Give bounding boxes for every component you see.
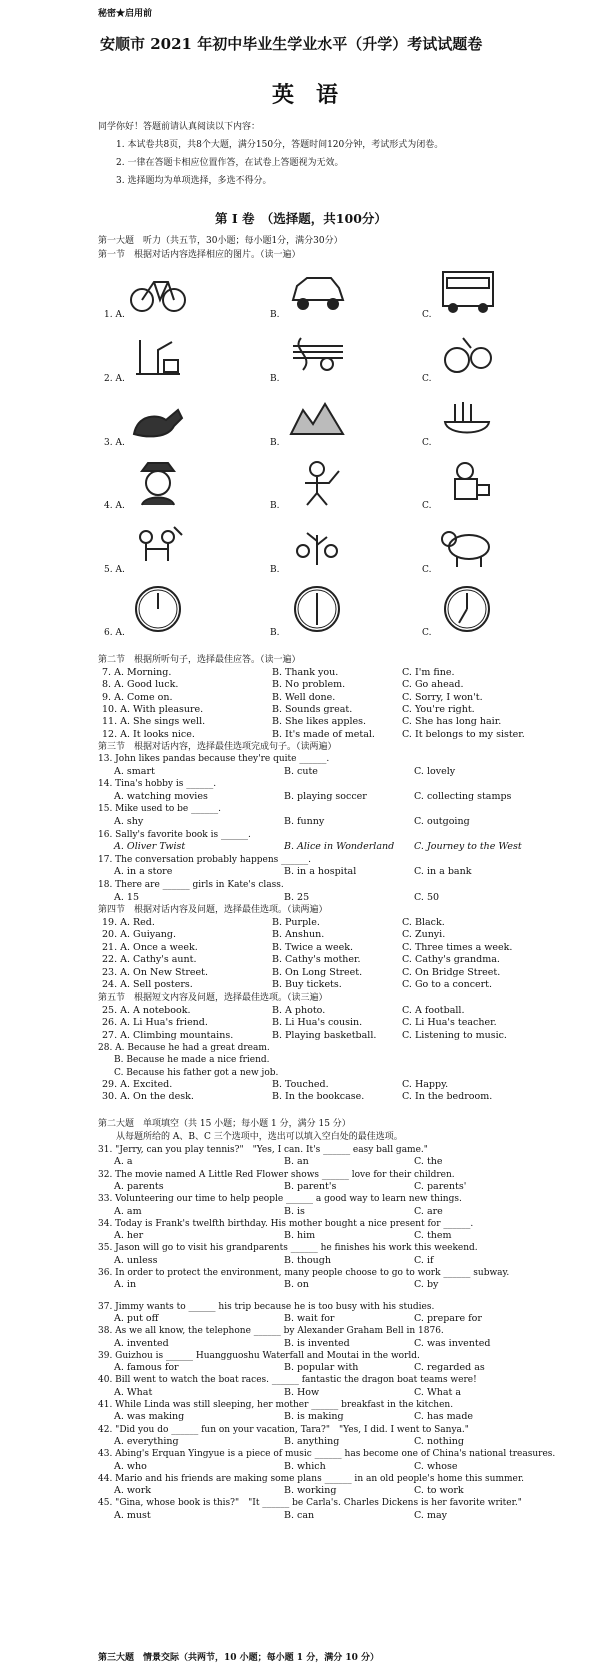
option: 30. A. On the desk. [102,1091,194,1103]
option: B. Purple. [272,917,320,928]
subject-title: 英 语 [272,82,339,108]
option: C. Black. [402,917,445,928]
option: 9. A. Come on. [102,691,173,703]
clock-7-icon [437,584,497,634]
picture-option-label: C. [422,628,432,638]
option: C. A football. [402,1005,465,1016]
option: C. In the bedroom. [402,1091,493,1103]
section-heading: 第四节 根据对话内容及问题，选择最佳选项。（读两遍） [98,905,328,915]
section-heading: 第二节 根据所听句子，选择最佳应答。（读一遍） [98,655,301,665]
question-stem: 45. "Gina, whose book is this?" "It ______ be Carla's. Charles Dickens is her favorite writer." [98,1498,522,1509]
option-row [102,667,562,679]
option: A. invented [114,1337,169,1349]
option-row [114,1255,574,1267]
officer-icon [128,457,188,507]
section-instruction: 从每题所给的 A、B、C 三个选项中，选出可以填入空白处的最佳选项。 [116,1132,403,1142]
option: C. She has long hair. [402,716,502,728]
question-stem: 16. Sally's favorite book is ______. [98,829,251,840]
option: A. am [114,1205,142,1217]
option: C. to work [414,1485,464,1497]
option: C. Happy. [402,1079,449,1090]
option: A. Oliver Twist [114,841,186,853]
option: C. It belongs to my sister. [402,728,525,740]
question-stem: 37. Jimmy wants to ______ his trip because he is too busy with his studies. [98,1301,435,1312]
option: C. has made [414,1411,474,1423]
option: C. whose [414,1460,458,1472]
picture-option-label: B. [270,374,280,384]
option: 25. A. A notebook. [102,1005,191,1016]
option-row [102,1030,562,1042]
option: A. shy [114,815,144,827]
option: C. may [414,1509,448,1521]
option: B. She likes apples. [272,716,367,728]
option: C. the [414,1156,443,1168]
option-row [114,1181,574,1193]
bus-icon [437,266,497,316]
dog-icon [128,394,188,444]
question-stem: 39. Guizhou is ______ Huangguoshu Waterfall and Moutai in the world. [98,1350,420,1361]
option: B. In the bookcase. [272,1091,365,1103]
option: B. is [284,1205,305,1217]
option-row [102,929,562,941]
notice-item: 2. 一律在答题卡相应位置作答，在试卷上答题视为无效。 [116,158,344,168]
option: 21. A. Once a week. [102,941,198,953]
option-row [102,1091,562,1103]
option-row [114,892,574,904]
option: B. is making [284,1411,344,1423]
option: A. everything [114,1435,179,1447]
option: A. unless [114,1254,158,1266]
option-row [102,1005,562,1017]
option: C. them [414,1230,452,1242]
option-row [102,942,562,954]
page-title: 安顺市 2021 年初中毕业生学业水平（升学）考试试题卷 [100,35,483,53]
option-row [102,716,562,728]
option: C. if [414,1254,434,1266]
planting-icon [287,521,347,571]
option: A. who [114,1460,147,1472]
option: B. popular with [284,1362,359,1374]
question-stem: 42. "Did you do ______ fun on your vacation, Tara?" "Yes, I did. I went to Sanya." [98,1424,469,1435]
option: B. working [284,1485,337,1497]
option: 20. A. Guiyang. [102,929,177,941]
option: C. nothing [414,1435,464,1447]
option: 24. A. Sell posters. [102,979,193,990]
question-stem: 13. John likes pandas because they're quite ______. [98,754,330,764]
option: C. by [414,1279,439,1291]
option: A. famous for [114,1362,179,1374]
question-stem: 41. While Linda was still sleeping, her mother ______ breakfast in the kitchen. [98,1400,454,1410]
option: B. parent's [284,1180,337,1192]
landscape-icon [287,394,347,444]
option: A. smart [114,765,155,777]
option-row [102,704,562,716]
postman-icon [437,457,497,507]
option-row [114,866,574,878]
option: A. 15 [114,891,139,903]
confidential-label: 秘密★启用前 [98,9,153,19]
option: B. No problem. [272,679,346,691]
question-stem: 33. Volunteering our time to help people ______ a good way to learn new things. [98,1194,462,1205]
option-row [102,979,562,991]
option-row [114,1156,574,1168]
question-stem: 38. As we all know, the telephone ______ by Alexander Graham Bell in 1876. [98,1326,444,1337]
option-row [114,1411,574,1423]
picture-option-label: 5. A. [104,565,125,575]
option-row [114,1461,574,1473]
option: 23. A. On New Street. [102,966,208,978]
option: A. was making [114,1411,185,1423]
option: C. are [414,1205,443,1217]
option-row [102,692,562,704]
option: A. in a store [114,866,173,878]
question-28-option: C. Because his father got a new job. [114,1067,279,1078]
worker-icon [287,457,347,507]
question-stem: 17. The conversation probably happens ______. [98,854,312,865]
noodles-icon [437,394,497,444]
option: C. Sorry, I won't. [402,691,483,703]
part1-title: 第 I 卷 （选择题，共100分） [215,211,387,226]
option: 11. A. She sings well. [102,716,206,728]
question-stem: 40. Bill went to watch the boat races. ______ fantastic the dragon boat teams were! [98,1375,477,1386]
question-stem: 34. Today is Frank's twelfth birthday. His mother bought a nice present for ______. [98,1218,474,1229]
option-row [102,967,562,979]
option-row [114,766,574,778]
option: C. Li Hua's teacher. [402,1017,497,1029]
section-heading: 第三大题 情景交际（共两节，10 小题；每小题 1 分，满分 10 分） [98,1653,379,1663]
picture-option-label: B. [270,438,280,448]
question-stem: 15. Mike used to be ______. [98,804,221,815]
notice-intro: 同学你好！答题前请认真阅读以下内容： [98,122,261,132]
music-icon [287,330,347,380]
bicycle-icon [128,266,188,316]
notice-item: 3. 选择题均为单项选择，多选不得分。 [116,176,272,186]
question-stem: 14. Tina's hobby is ______. [98,779,217,790]
option: 10. A. With pleasure. [102,703,204,715]
option: C. parents' [414,1180,467,1192]
question-stem: 44. Mario and his friends are making some plans ______ in an old people's home this summer. [98,1473,525,1484]
option: B. Cathy's mother. [272,954,361,966]
option: B. Sounds great. [272,703,353,715]
option: C. Go ahead. [402,679,464,691]
option: A. a [114,1156,133,1168]
picture-option-label: C. [422,565,432,575]
option: B. on [284,1279,309,1291]
option: B. funny [284,815,325,827]
option-row [114,1230,574,1242]
picture-option-label: C. [422,438,432,448]
option: B. Well done. [272,691,336,703]
option: B. Playing basketball. [272,1029,377,1041]
clock-6-icon [287,584,347,634]
option: 26. A. Li Hua's friend. [102,1017,208,1029]
option: A. parents [114,1180,164,1192]
option-row [114,1436,574,1448]
option: B. Twice a week. [272,941,353,953]
picture-option-label: B. [270,501,280,511]
option: B. in a hospital [284,866,357,878]
car-icon [287,266,347,316]
option: B. is invented [284,1337,350,1349]
option: C. Cathy's grandma. [402,954,500,966]
option: 22. A. Cathy's aunt. [102,954,197,966]
question-stem: 43. Abing's Erquan Yingyue is a piece of music ______ has become one of China's national treasures. [98,1449,556,1460]
option: C. Journey to the West [414,841,522,853]
option: B. Buy tickets. [272,979,342,990]
option-row [114,1313,574,1325]
option: B. though [284,1254,331,1266]
picture-option-label: 2. A. [104,374,125,384]
option: B. him [284,1230,316,1242]
option: B. Alice in Wonderland [284,841,395,853]
option: B. which [284,1460,326,1472]
option: C. On Bridge Street. [402,966,501,978]
option: A. work [114,1485,152,1497]
option: B. wait for [284,1312,335,1324]
option: 12. A. It looks nice. [102,728,195,740]
option: C. You're right. [402,703,475,715]
option: A. put off [114,1312,159,1324]
picture-option-label: 6. A. [104,628,125,638]
option-row [114,1387,574,1399]
option: C. was invented [414,1337,491,1349]
picture-option-label: C. [422,501,432,511]
children-icon [128,521,188,571]
option-row [102,1017,562,1029]
option: A. What [114,1386,153,1398]
question-stem: 32. The movie named A Little Red Flower shows ______ love for their children. [98,1169,455,1180]
option: B. playing soccer [284,790,367,802]
option: 7. A. Morning. [102,667,172,678]
option: A. in [114,1279,137,1291]
picture-option-label: B. [270,310,280,320]
option-row [114,841,574,853]
option-row [114,1338,574,1350]
option: B. It's made of metal. [272,728,375,740]
option: C. prepare for [414,1312,482,1324]
option: B. On Long Street. [272,966,363,978]
option: C. Go to a concert. [402,979,493,990]
question-28-option: B. Because he made a nice friend. [114,1055,270,1066]
picture-option-label: B. [270,628,280,638]
option: 27. A. Climbing mountains. [102,1029,234,1041]
picture-option-label: C. [422,374,432,384]
option: C. What a [414,1386,462,1398]
clock-12-icon [128,584,188,634]
option: C. outgoing [414,815,470,827]
option: B. 25 [284,891,310,903]
option-row [102,954,562,966]
option: B. cute [284,765,318,777]
section-heading: 第五节 根据短文内容及问题，选择最佳选项。（读三遍） [98,993,328,1003]
picture-option-label: C. [422,310,432,320]
option: C. 50 [414,891,440,903]
option-row [102,1079,562,1091]
section-heading: 第一节 根据对话内容选择相应的图片。（读一遍） [98,250,301,260]
option-row [114,1362,574,1374]
picture-option-label: 3. A. [104,438,125,448]
option: 8. A. Good luck. [102,679,179,691]
section-heading: 第三节 根据对话内容，选择最佳选项完成句子。（读两遍） [98,742,337,752]
option: C. Zunyi. [402,929,446,941]
picture-option-label: 1. A. [104,310,125,320]
question-stem: 36. In order to protect the environment, many people choose to go to work ______ subway. [98,1268,510,1278]
option-row [114,1510,574,1522]
option: B. Anshun. [272,929,325,941]
option: A. must [114,1509,151,1521]
option-row [102,679,562,691]
notice-item: 1. 本试卷共8页，共8个大题，满分150分，答题时间120分钟，考试形式为闭卷。 [116,140,444,150]
option: C. Listening to music. [402,1029,507,1041]
option: B. an [284,1156,309,1168]
section-heading: 第一大题 听力（共五节，30小题；每小题1分，满分30分） [98,236,343,246]
option: C. Three times a week. [402,941,513,953]
option: 19. A. Red. [102,917,155,928]
meal-icon [437,330,497,380]
option: C. in a bank [414,866,472,878]
cow-icon [437,521,497,571]
option-row [114,1279,574,1291]
option: B. anything [284,1435,340,1447]
option-row [114,1485,574,1497]
option-row [102,917,562,929]
section-heading: 第二大题 单项填空（共 15 小题；每小题 1 分，满分 15 分） [98,1119,351,1129]
question-28-option: 28. A. Because he had a great dream. [98,1043,270,1053]
option-row [114,816,574,828]
option: B. Li Hua's cousin. [272,1017,363,1029]
option: C. regarded as [414,1362,485,1374]
question-stem: 18. There are ______ girls in Kate's class. [98,880,284,890]
question-stem: 31. "Jerry, can you play tennis?" "Yes, I can. It's ______ easy ball game." [98,1145,428,1155]
tools-icon [128,330,188,380]
option: 29. A. Excited. [102,1079,173,1090]
question-stem: 35. Jason will go to visit his grandparents ______ he finishes his work this weekend. [98,1243,478,1254]
option: B. can [284,1509,315,1521]
option-row [114,791,574,803]
option: B. How [284,1386,320,1398]
option: B. A photo. [272,1005,326,1016]
option: B. Thank you. [272,667,339,678]
option-row [114,1206,574,1218]
option-row [102,729,562,741]
option: C. lovely [414,765,456,777]
option: C. I'm fine. [402,667,455,678]
option: A. watching movies [114,790,208,802]
option: C. collecting stamps [414,790,512,802]
option: B. Touched. [272,1079,329,1090]
option: A. her [114,1230,144,1242]
picture-option-label: B. [270,565,280,575]
picture-option-label: 4. A. [104,501,125,511]
